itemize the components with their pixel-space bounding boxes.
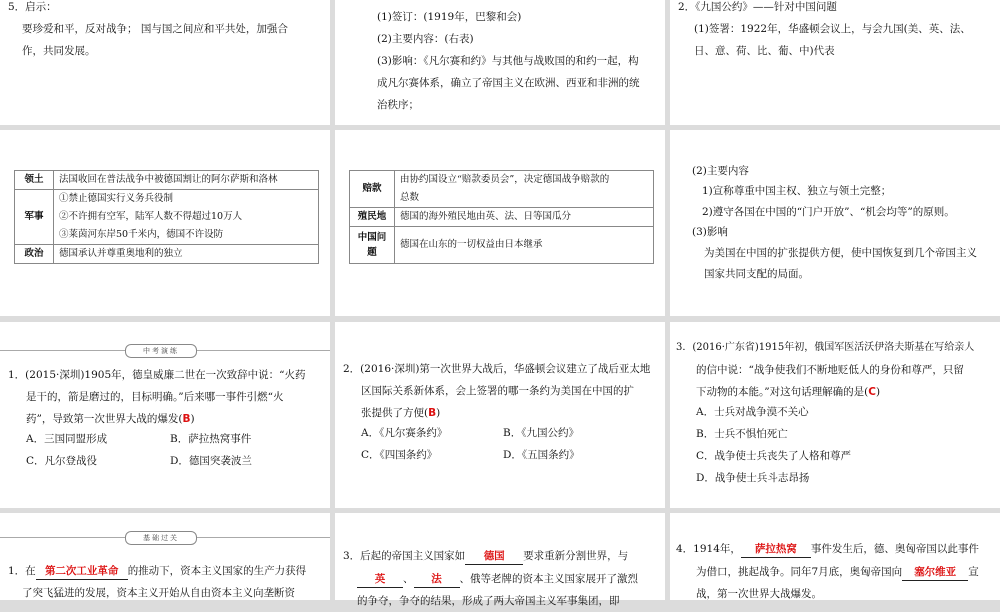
option-b[interactable]: B．《九国公约》 xyxy=(503,427,579,439)
row-value: 法国收回在普法战争中被德国割让的阿尔萨斯和洛林 xyxy=(54,171,319,190)
option-a[interactable]: A．士兵对战争漠不关心 xyxy=(696,406,809,418)
slide-fill-blank-3[interactable] xyxy=(335,513,665,607)
slide-question-1[interactable] xyxy=(0,322,330,508)
slide-enlightenment[interactable] xyxy=(0,0,330,125)
table-row xyxy=(350,208,654,227)
slide-question-2[interactable] xyxy=(335,322,665,508)
row-key: 军事 xyxy=(15,190,54,245)
answer-blank: 塞尔维亚 xyxy=(902,564,968,581)
text-line: 成凡尔赛体系，确立了帝国主义在欧洲、西亚和非洲的统 xyxy=(377,77,640,89)
heading: 5．启示： xyxy=(8,1,57,13)
question-line: 张提供了方便(B) xyxy=(361,407,441,419)
question-line: 2．(2016·深圳)第一次世界大战后，华盛顿会议建立了战后亚太地 xyxy=(343,363,651,375)
text-line: 1)宣称尊重中国主权、独立与领土完整； xyxy=(702,185,892,197)
question-line: 下动物的本能。”对这句话理解确的是(C) xyxy=(696,386,881,398)
question-line: 3．后起的帝国主义国家如 德国 要求重新分割世界，与 xyxy=(343,545,628,567)
row-value xyxy=(54,190,319,245)
question-line: 1．(2015·深圳)1905年，德皇威廉二世在一次致辞中说：“火药 xyxy=(8,369,306,381)
answer-letter: B xyxy=(182,413,191,425)
text-line: 日、意、荷、比、葡、中)代表 xyxy=(694,45,835,57)
value-line: 总数 xyxy=(400,192,420,203)
row-key: 赔款 xyxy=(350,171,395,208)
question-line: 战，第一次世界大战爆发。 xyxy=(696,588,822,600)
answer-blank: 法 xyxy=(414,571,460,588)
slide-versailles-treaty[interactable] xyxy=(335,0,665,125)
slide-nine-power-content[interactable] xyxy=(670,130,1000,316)
banner-label: 基础过关 xyxy=(125,531,197,545)
question-line: 的信中说：“战争使我们不断地贬低人的身份和尊严，只留 xyxy=(696,364,964,376)
table-row xyxy=(15,171,319,190)
text-line: (1)签署：1922年，华盛顿会议上，与会九国(美、英、法、 xyxy=(694,23,971,35)
table-row xyxy=(350,171,654,208)
slide-fill-blank-4[interactable] xyxy=(670,513,1000,600)
question-line: 英 、 法 、俄等老牌的资本主义国家展开了激烈 xyxy=(357,568,638,590)
value-line: ①禁止德国实行义务兵役制 xyxy=(59,193,174,204)
text-line: 治秩序； xyxy=(377,99,419,111)
option-d[interactable]: D．战争使士兵斗志昂扬 xyxy=(696,472,810,484)
row-value: 德国的海外殖民地由英、法、日等国瓜分 xyxy=(395,208,654,227)
question-line: 的争夺，争夺的结果，形成了两大帝国主义军事集团，即 xyxy=(357,595,620,607)
table-row xyxy=(15,245,319,264)
value-line: 由协约国设立“赔款委员会”，决定德国战争赔款的 xyxy=(400,174,610,185)
question-line: 3．(2016·广东省)1915年初，俄国军医活沃伊洛夫斯基在写给亲人 xyxy=(676,342,975,353)
question-line: 区国际关系新体系，会上签署的哪一条约为美国在中国的扩 xyxy=(361,385,634,397)
slide-fill-blank-1[interactable] xyxy=(0,513,330,600)
answer-blank: 英 xyxy=(357,571,403,588)
row-key: 殖民地 xyxy=(350,208,395,227)
option-a[interactable]: A．三国同盟形成 xyxy=(26,433,108,445)
text-line: 要珍爱和平，反对战争； 国与国之间应和平共处，加强合 xyxy=(22,23,288,35)
treaty-table xyxy=(14,170,319,264)
text-line: (2)主要内容 xyxy=(692,165,749,177)
section-banner xyxy=(0,531,330,545)
row-value: 德国在山东的一切权益由日本继承 xyxy=(395,227,654,264)
option-a[interactable]: A．《凡尔赛条约》 xyxy=(361,427,448,439)
option-c[interactable]: C．凡尔登战役 xyxy=(26,455,98,467)
slide-treaty-table-2[interactable] xyxy=(335,130,665,316)
row-value xyxy=(395,171,654,208)
option-d[interactable]: D．《五国条约》 xyxy=(503,449,580,461)
slide-nine-power-treaty[interactable] xyxy=(670,0,1000,125)
text-line: 2)遵守各国在中国的“门户开放”、“机会均等”的原则。 xyxy=(702,206,955,218)
question-line: 药”，导致第一次世界大战的爆发(B) xyxy=(26,413,195,425)
row-key: 政治 xyxy=(15,245,54,264)
text-line: 为美国在中国的扩张提供方便，使中国恢复到几个帝国主义 xyxy=(704,247,977,259)
question-line: 4．1914年， 萨拉热窝 事件发生后，德、奥匈帝国以此事件 xyxy=(676,538,979,560)
option-b[interactable]: B．萨拉热窝事件 xyxy=(170,433,252,445)
option-c[interactable]: C．战争使士兵丧失了人格和尊严 xyxy=(696,450,852,462)
value-line: ③莱茵河东岸50千米内，德国不许设防 xyxy=(59,229,224,240)
answer-blank: 德国 xyxy=(465,548,523,565)
answer-blank: 第二次工业革命 xyxy=(36,563,128,580)
value-line: ②不许拥有空军，陆军人数不得超过10万人 xyxy=(59,211,243,222)
treaty-table xyxy=(349,170,654,264)
slide-treaty-table-1[interactable] xyxy=(0,130,330,316)
question-line: 了突飞猛进的发展，资本主义开始从自由资本主义向垄断资 xyxy=(22,587,295,599)
text-line: (3)影响：《凡尔赛和约》与其他与战败国的和约一起，构 xyxy=(377,55,639,67)
text-line: 国家共同支配的局面。 xyxy=(704,268,809,280)
text-line: (1)签订：(1919年，巴黎和会) xyxy=(377,11,522,23)
heading: 2．《九国公约》——针对中国问题 xyxy=(678,1,837,13)
option-d[interactable]: D．德国突袭波兰 xyxy=(170,455,252,467)
question-line: 1．在 第二次工业革命 的推动下，资本主义国家的生产力获得 xyxy=(8,560,306,582)
answer-blank: 萨拉热窝 xyxy=(741,541,811,558)
section-banner xyxy=(0,344,330,358)
text-line: (2)主要内容：(右表) xyxy=(377,33,474,45)
banner-label: 中考演练 xyxy=(125,344,197,358)
answer-letter: C xyxy=(868,386,876,398)
question-line: 是干的，箭是磨过的，目标明确。”后来哪一事件引燃“火 xyxy=(26,391,284,403)
table-row xyxy=(15,190,319,245)
slide-question-3[interactable] xyxy=(670,322,1000,508)
row-value: 德国承认并尊重奥地利的独立 xyxy=(54,245,319,264)
answer-letter: B xyxy=(428,407,437,419)
text-line: (3)影响 xyxy=(692,226,728,238)
row-key: 领土 xyxy=(15,171,54,190)
option-c[interactable]: C．《四国条约》 xyxy=(361,449,438,461)
table-row xyxy=(350,227,654,264)
question-line: 为借口，挑起战争。同年7月底，奥匈帝国向 塞尔维亚 宣 xyxy=(696,561,979,583)
text-line: 作，共同发展。 xyxy=(22,45,96,57)
option-b[interactable]: B．士兵不惧怕死亡 xyxy=(696,428,788,440)
row-key: 中国问题 xyxy=(350,227,395,264)
